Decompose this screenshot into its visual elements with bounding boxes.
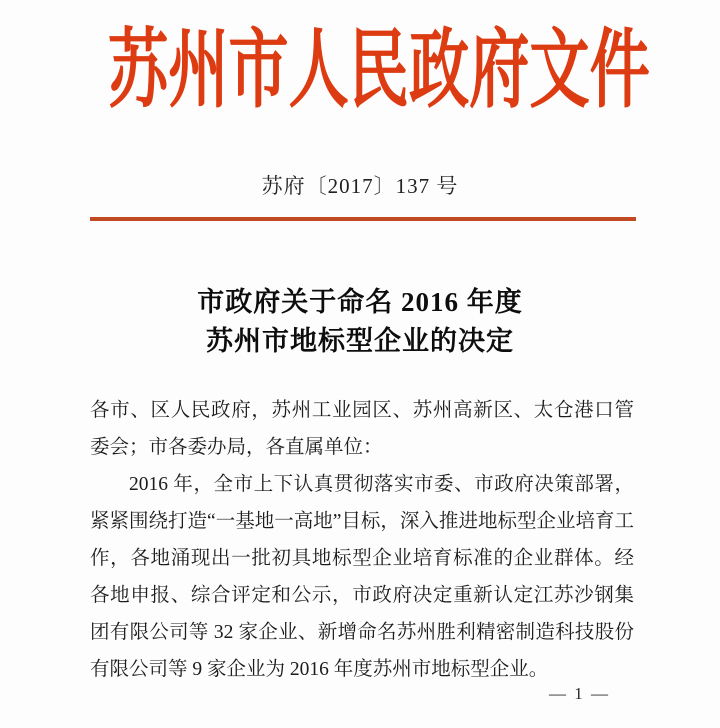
document-body [90,392,634,688]
document-reference-number: 苏府〔2017〕137 号 [261,174,459,198]
salutation-paragraph: 各市、区人民政府，苏州工业园区、苏州高新区、太仓港口管委会；市各委办局，各直属单位： [90,400,634,458]
document-title [0,283,720,361]
document-title-line2: 苏州市地标型企业的决定 [206,326,514,356]
body-paragraph: 2016 年，全市上下认真贯彻落实市委、市政府决策部署，紧紧围绕打造“一基地一高地”目标，深入推进地标型企业培育工作，各地涌现出一批初具地标型企业培育标准的企业群体。经各地申报、综合评定和公示，市政府决定重新认定江苏沙钢集团有限公司等 32 家企业、新增命名苏州胜利精密制造科技股份有限公司等 9 家企业为 2016 年度苏州市地标型企业。 [90,474,634,680]
page-number: — 1 — [549,684,610,703]
red-divider-rule [90,217,636,221]
document-title-line1: 市政府关于命名 2016 年度 [197,287,523,317]
masthead-title: 苏州市人民政府文件 [108,22,650,118]
